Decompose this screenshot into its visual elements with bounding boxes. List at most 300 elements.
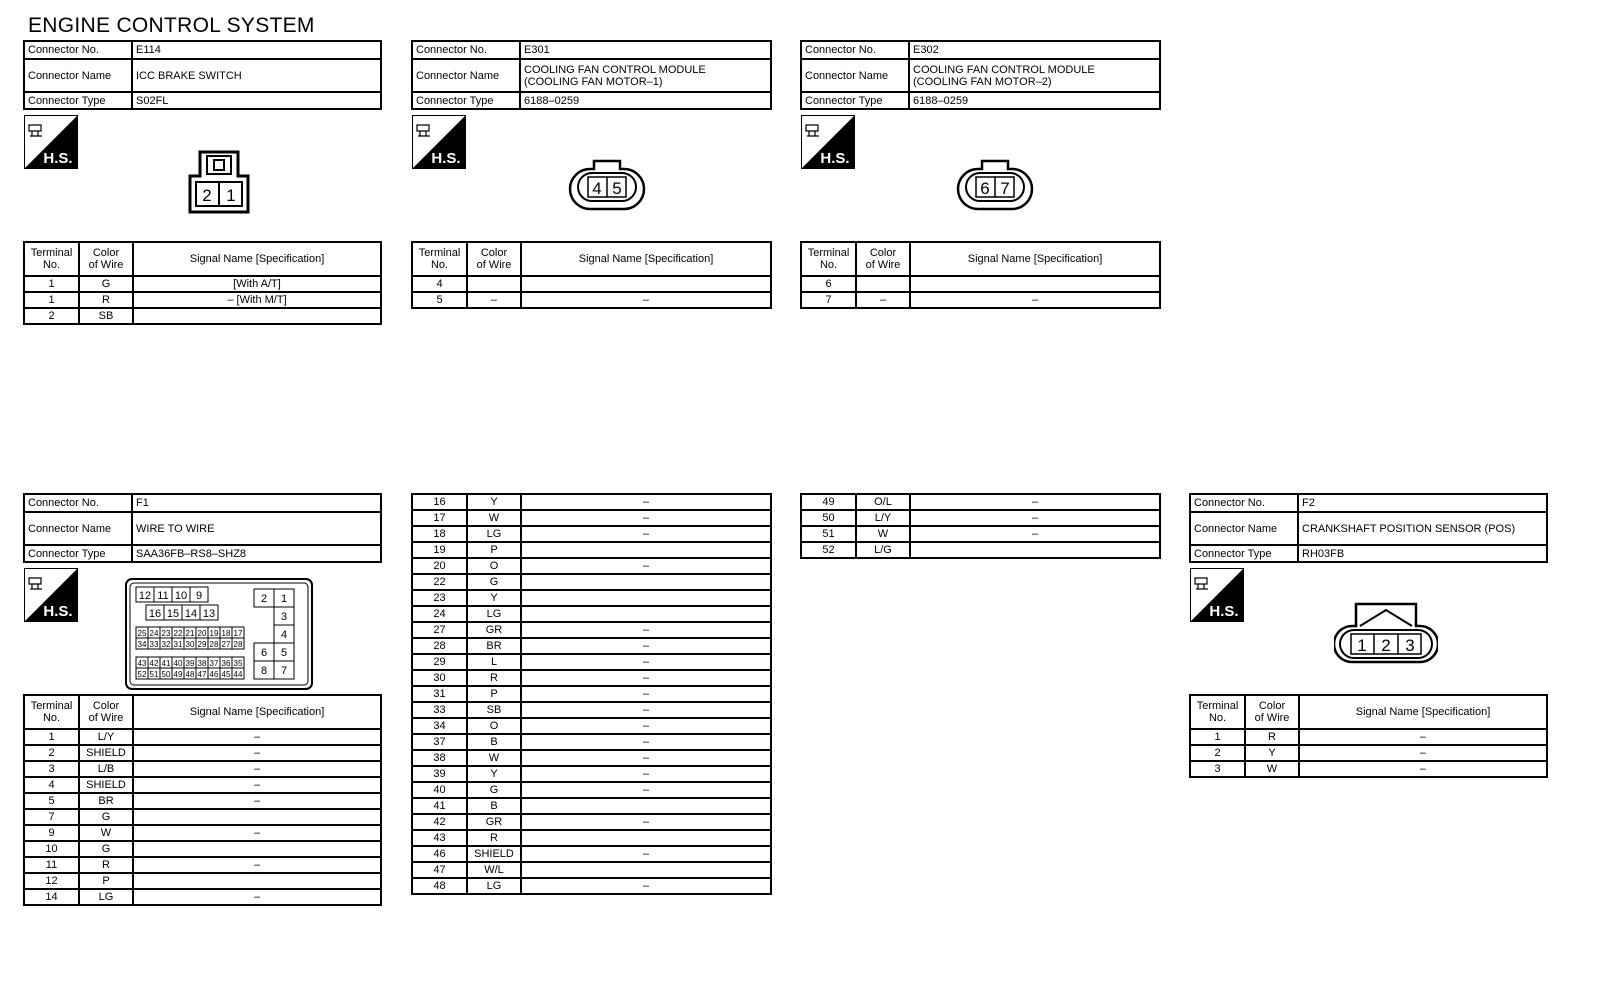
signal-cell: – (133, 777, 381, 793)
pin-label: 28 (209, 640, 219, 649)
signal-cell (521, 574, 771, 590)
table-row (24, 276, 381, 292)
pin-label: 35 (233, 659, 243, 668)
pin-label: 48 (185, 670, 195, 679)
pin-label: 22 (173, 629, 183, 638)
terminal-header: Terminal No. (801, 242, 856, 276)
pin-label: 5 (612, 179, 622, 198)
wire-color-cell: L/B (79, 761, 133, 777)
wire-color-cell: R (467, 830, 521, 846)
table-row (24, 777, 381, 793)
table-row (801, 510, 1160, 526)
connector-e114-header (23, 40, 382, 110)
table-row (1190, 745, 1547, 761)
signal-cell: – (521, 734, 771, 750)
signal-cell: – (521, 782, 771, 798)
table-row (412, 878, 771, 894)
table-row (412, 622, 771, 638)
terminal-cell: 42 (412, 814, 467, 830)
signal-header: Signal Name [Specification] (521, 242, 771, 276)
color-header: Color of Wire (467, 242, 521, 276)
signal-cell: – (521, 686, 771, 702)
hs-label: H.S. (431, 150, 461, 167)
terminal-cell: 11 (24, 857, 79, 873)
table-cell: – (521, 292, 771, 308)
table-cell: 3 (1190, 761, 1245, 777)
pin-label: 30 (185, 640, 195, 649)
wire-color-cell: O/L (856, 494, 910, 510)
signal-cell (133, 809, 381, 825)
terminal-table-e302 (800, 241, 1161, 309)
terminal-table-e114 (23, 241, 382, 325)
table-row (412, 862, 771, 878)
connector-name-label: Connector Name (24, 512, 132, 545)
terminal-cell: 40 (412, 782, 467, 798)
terminal-cell: 30 (412, 670, 467, 686)
signal-cell (521, 798, 771, 814)
signal-cell: – (133, 825, 381, 841)
signal-cell: – (521, 526, 771, 542)
signal-header: Signal Name [Specification] (133, 242, 381, 276)
connector-e301-face (568, 155, 646, 211)
table-row (24, 745, 381, 761)
terminal-cell: 27 (412, 622, 467, 638)
table-row (24, 841, 381, 857)
connector-f1-header (23, 493, 382, 563)
table-row (412, 654, 771, 670)
wire-color-cell: BR (467, 638, 521, 654)
signal-cell: – (521, 750, 771, 766)
connector-f1-face (124, 577, 314, 691)
terminal-cell: 43 (412, 830, 467, 846)
connector-no-label: Connector No. (412, 41, 520, 59)
table-row (412, 542, 771, 558)
pin-label: 28 (233, 640, 243, 649)
pin-label: 45 (221, 670, 231, 679)
terminal-cell: 4 (24, 777, 79, 793)
table-row (1190, 729, 1547, 745)
pin-label: 29 (197, 640, 207, 649)
signal-header: Signal Name [Specification] (910, 242, 1160, 276)
wire-color-cell: Y (467, 494, 521, 510)
table-row (412, 702, 771, 718)
terminal-cell: 37 (412, 734, 467, 750)
terminal-table-f1-cont-2 (800, 493, 1161, 559)
connector-type-value: 6188–0259 (520, 92, 771, 109)
pin-label: 6 (260, 647, 268, 659)
pin-label: 2 (260, 593, 268, 605)
terminal-cell: 22 (412, 574, 467, 590)
pin-label: 17 (233, 629, 243, 638)
signal-cell: – (521, 702, 771, 718)
table-row (412, 670, 771, 686)
pin-label: 1 (226, 186, 236, 205)
terminal-cell: 41 (412, 798, 467, 814)
terminal-table-e301 (411, 241, 772, 309)
terminal-cell: 7 (24, 809, 79, 825)
wire-color-cell: LG (467, 526, 521, 542)
connector-name-label: Connector Name (1190, 512, 1298, 545)
signal-cell: – (910, 510, 1160, 526)
pin-label: 37 (209, 659, 219, 668)
terminal-cell: 16 (412, 494, 467, 510)
signal-cell (521, 542, 771, 558)
terminal-cell: 50 (801, 510, 856, 526)
pin-label: 18 (221, 629, 231, 638)
signal-cell (133, 873, 381, 889)
harness-side-icon (801, 115, 855, 169)
wire-color-cell: LG (467, 606, 521, 622)
wire-color-cell: W (467, 510, 521, 526)
pin-label: 12 (138, 590, 152, 602)
pin-label: 6 (980, 179, 990, 198)
signal-cell: – (521, 718, 771, 734)
wire-color-cell: P (467, 686, 521, 702)
hs-label: H.S. (820, 150, 850, 167)
signal-cell: – (521, 654, 771, 670)
connector-type-label: Connector Type (24, 92, 132, 109)
terminal-header: Terminal No. (1190, 695, 1245, 729)
wire-color-cell: LG (79, 889, 133, 905)
table-row (801, 494, 1160, 510)
harness-side-icon (1190, 568, 1244, 622)
table-row (412, 734, 771, 750)
connector-no-label: Connector No. (24, 41, 132, 59)
table-row (801, 276, 1160, 292)
connector-e302-face (956, 155, 1034, 211)
connector-name-value: WIRE TO WIRE (132, 512, 381, 545)
signal-cell (133, 841, 381, 857)
pin-label: 9 (195, 590, 203, 602)
table-row (412, 798, 771, 814)
table-row (24, 825, 381, 841)
connector-no-value: F2 (1298, 494, 1547, 512)
terminal-cell: 38 (412, 750, 467, 766)
table-row (412, 574, 771, 590)
harness-side-icon (412, 115, 466, 169)
connector-name-label: Connector Name (24, 59, 132, 92)
terminal-cell: 20 (412, 558, 467, 574)
terminal-cell: 52 (801, 542, 856, 558)
wire-color-cell: O (467, 718, 521, 734)
table-cell: [With A/T] (133, 276, 381, 292)
connector-name-value: COOLING FAN CONTROL MODULE (COOLING FAN MOTOR–1) (520, 59, 771, 92)
pin-label: 32 (161, 640, 171, 649)
terminal-table-f1-cont-1 (411, 493, 772, 895)
signal-cell (521, 590, 771, 606)
table-row (412, 606, 771, 622)
connector-e302-header (800, 40, 1161, 110)
table-cell: 7 (801, 292, 856, 308)
wire-color-cell: W (79, 825, 133, 841)
wire-color-cell: L/G (856, 542, 910, 558)
wire-color-cell: SB (467, 702, 521, 718)
terminal-cell: 12 (24, 873, 79, 889)
pin-label: 11 (157, 590, 169, 602)
table-cell: – [With M/T] (133, 292, 381, 308)
signal-cell: – (133, 745, 381, 761)
color-header: Color of Wire (1245, 695, 1299, 729)
terminal-cell: 28 (412, 638, 467, 654)
pin-label: 34 (137, 640, 147, 649)
pin-label: 3 (1405, 636, 1415, 655)
pin-label: 3 (280, 611, 288, 623)
signal-cell: – (521, 814, 771, 830)
connector-type-value: SAA36FB–RS8–SHZ8 (132, 545, 381, 562)
signal-cell: – (133, 857, 381, 873)
table-cell: 1 (1190, 729, 1245, 745)
pin-label: 39 (185, 659, 195, 668)
terminal-cell: 1 (24, 729, 79, 745)
pin-label: 31 (173, 640, 183, 649)
signal-cell: – (521, 670, 771, 686)
terminal-cell: 31 (412, 686, 467, 702)
table-cell (133, 308, 381, 324)
terminal-cell: 47 (412, 862, 467, 878)
connector-no-value: E302 (909, 41, 1160, 59)
table-row (412, 766, 771, 782)
table-row (24, 761, 381, 777)
terminal-cell: 49 (801, 494, 856, 510)
pin-label: 42 (149, 659, 159, 668)
wire-color-cell: SHIELD (79, 745, 133, 761)
signal-cell: – (521, 878, 771, 894)
color-header: Color of Wire (79, 242, 133, 276)
color-header: Color of Wire (856, 242, 910, 276)
wire-color-cell: R (467, 670, 521, 686)
signal-cell: – (133, 793, 381, 809)
hs-label: H.S. (43, 150, 73, 167)
pin-label: 44 (233, 670, 243, 679)
pin-label: 16 (148, 608, 162, 620)
pin-label: 1 (280, 593, 288, 605)
terminal-cell: 51 (801, 526, 856, 542)
pin-label: 7 (280, 665, 288, 677)
wire-color-cell: L (467, 654, 521, 670)
hs-label: H.S. (1209, 603, 1239, 620)
table-cell: – (467, 292, 521, 308)
pin-label: 4 (280, 629, 288, 641)
pin-label: 47 (197, 670, 207, 679)
pin-label: 52 (137, 670, 147, 679)
terminal-cell: 19 (412, 542, 467, 558)
terminal-table-f2 (1189, 694, 1548, 778)
wire-color-cell: LG (467, 878, 521, 894)
table-row (412, 846, 771, 862)
pin-label: 25 (137, 629, 147, 638)
table-row (412, 750, 771, 766)
signal-cell: – (521, 558, 771, 574)
table-cell: – (1299, 761, 1547, 777)
pin-label: 49 (173, 670, 183, 679)
connector-type-label: Connector Type (801, 92, 909, 109)
wire-color-cell: GR (467, 622, 521, 638)
connector-no-label: Connector No. (24, 494, 132, 512)
table-row (24, 729, 381, 745)
connector-name-label: Connector Name (801, 59, 909, 92)
table-row (1190, 761, 1547, 777)
signal-cell: – (133, 889, 381, 905)
signal-cell (521, 606, 771, 622)
pin-label: 21 (185, 629, 195, 638)
wire-color-cell: W (856, 526, 910, 542)
pin-label: 20 (197, 629, 207, 638)
wire-color-cell: SHIELD (79, 777, 133, 793)
table-cell: 1 (24, 276, 79, 292)
terminal-cell: 5 (24, 793, 79, 809)
hs-label: H.S. (43, 603, 73, 620)
connector-type-value: S02FL (132, 92, 381, 109)
terminal-cell: 46 (412, 846, 467, 862)
wire-color-cell: B (467, 734, 521, 750)
table-row (801, 526, 1160, 542)
table-row (412, 830, 771, 846)
connector-no-value: F1 (132, 494, 381, 512)
pin-label: 15 (166, 608, 180, 620)
table-row (412, 276, 771, 292)
wire-color-cell: W/L (467, 862, 521, 878)
table-row (412, 814, 771, 830)
wire-color-cell: G (79, 809, 133, 825)
wire-color-cell: Y (467, 766, 521, 782)
table-row (24, 292, 381, 308)
table-row (24, 889, 381, 905)
table-cell: 2 (24, 308, 79, 324)
table-cell (467, 276, 521, 292)
connector-f2-face (1334, 600, 1438, 668)
signal-cell: – (910, 526, 1160, 542)
connector-name-value: ICC BRAKE SWITCH (132, 59, 381, 92)
signal-cell: – (521, 510, 771, 526)
connector-no-label: Connector No. (801, 41, 909, 59)
connector-no-label: Connector No. (1190, 494, 1298, 512)
signal-header: Signal Name [Specification] (133, 695, 381, 729)
connector-e114-face (186, 148, 252, 216)
table-cell: 2 (1190, 745, 1245, 761)
signal-cell (910, 542, 1160, 558)
connector-type-label: Connector Type (412, 92, 520, 109)
pin-label: 13 (202, 608, 216, 620)
table-cell: – (856, 292, 910, 308)
pin-label: 27 (221, 640, 231, 649)
connector-type-label: Connector Type (1190, 545, 1298, 562)
table-cell: – (1299, 745, 1547, 761)
signal-cell (521, 830, 771, 846)
pin-label: 23 (161, 629, 171, 638)
table-row (24, 873, 381, 889)
table-cell (521, 276, 771, 292)
pin-label: 7 (1000, 179, 1010, 198)
terminal-cell: 29 (412, 654, 467, 670)
pin-label: 8 (260, 665, 268, 677)
wire-color-cell: SHIELD (467, 846, 521, 862)
terminal-cell: 14 (24, 889, 79, 905)
table-row (24, 809, 381, 825)
table-row (412, 782, 771, 798)
pin-label: 5 (280, 647, 288, 659)
table-row (24, 793, 381, 809)
terminal-cell: 2 (24, 745, 79, 761)
terminal-cell: 10 (24, 841, 79, 857)
signal-header: Signal Name [Specification] (1299, 695, 1547, 729)
pin-label: 1 (1357, 636, 1367, 655)
table-cell: G (79, 276, 133, 292)
wire-color-cell: G (467, 782, 521, 798)
wire-color-cell: Y (467, 590, 521, 606)
terminal-cell: 3 (24, 761, 79, 777)
table-cell: – (910, 292, 1160, 308)
wire-color-cell: P (79, 873, 133, 889)
wire-color-cell: GR (467, 814, 521, 830)
pin-label: 40 (173, 659, 183, 668)
pin-label: 33 (149, 640, 159, 649)
table-row (412, 526, 771, 542)
signal-cell: – (521, 622, 771, 638)
wire-color-cell: L/Y (856, 510, 910, 526)
table-cell: R (1245, 729, 1299, 745)
connector-name-value: COOLING FAN CONTROL MODULE (COOLING FAN MOTOR–2) (909, 59, 1160, 92)
terminal-cell: 9 (24, 825, 79, 841)
terminal-cell: 34 (412, 718, 467, 734)
signal-cell: – (910, 494, 1160, 510)
terminal-cell: 18 (412, 526, 467, 542)
pin-label: 38 (197, 659, 207, 668)
wire-color-cell: G (467, 574, 521, 590)
terminal-header: Terminal No. (412, 242, 467, 276)
wire-color-cell: G (79, 841, 133, 857)
page-title: ENGINE CONTROL SYSTEM (28, 14, 315, 37)
wire-color-cell: R (79, 857, 133, 873)
table-row (412, 494, 771, 510)
signal-cell: – (133, 761, 381, 777)
terminal-table-f1 (23, 694, 382, 906)
connector-no-value: E301 (520, 41, 771, 59)
signal-cell: – (521, 766, 771, 782)
pin-label: 24 (149, 629, 159, 638)
table-row (412, 590, 771, 606)
harness-side-icon (24, 568, 78, 622)
terminal-cell: 23 (412, 590, 467, 606)
connector-f2-header (1189, 493, 1548, 563)
table-row (801, 292, 1160, 308)
table-row (412, 638, 771, 654)
table-row (412, 686, 771, 702)
pin-label: 46 (209, 670, 219, 679)
table-row (412, 510, 771, 526)
wire-color-cell: B (467, 798, 521, 814)
pin-label: 19 (209, 629, 219, 638)
table-row (412, 292, 771, 308)
table-row (24, 308, 381, 324)
pin-label: 2 (1381, 636, 1391, 655)
connector-type-label: Connector Type (24, 545, 132, 562)
table-cell: R (79, 292, 133, 308)
table-row (412, 718, 771, 734)
connector-e301-header (411, 40, 772, 110)
terminal-cell: 48 (412, 878, 467, 894)
signal-cell (521, 862, 771, 878)
wire-color-cell: L/Y (79, 729, 133, 745)
table-cell: 4 (412, 276, 467, 292)
pin-label: 43 (137, 659, 147, 668)
table-cell: 1 (24, 292, 79, 308)
connector-name-value: CRANKSHAFT POSITION SENSOR (POS) (1298, 512, 1547, 545)
pin-label: 14 (184, 608, 198, 620)
table-row (801, 542, 1160, 558)
table-cell: – (1299, 729, 1547, 745)
connector-type-value: 6188–0259 (909, 92, 1160, 109)
pin-label: 4 (592, 179, 602, 198)
